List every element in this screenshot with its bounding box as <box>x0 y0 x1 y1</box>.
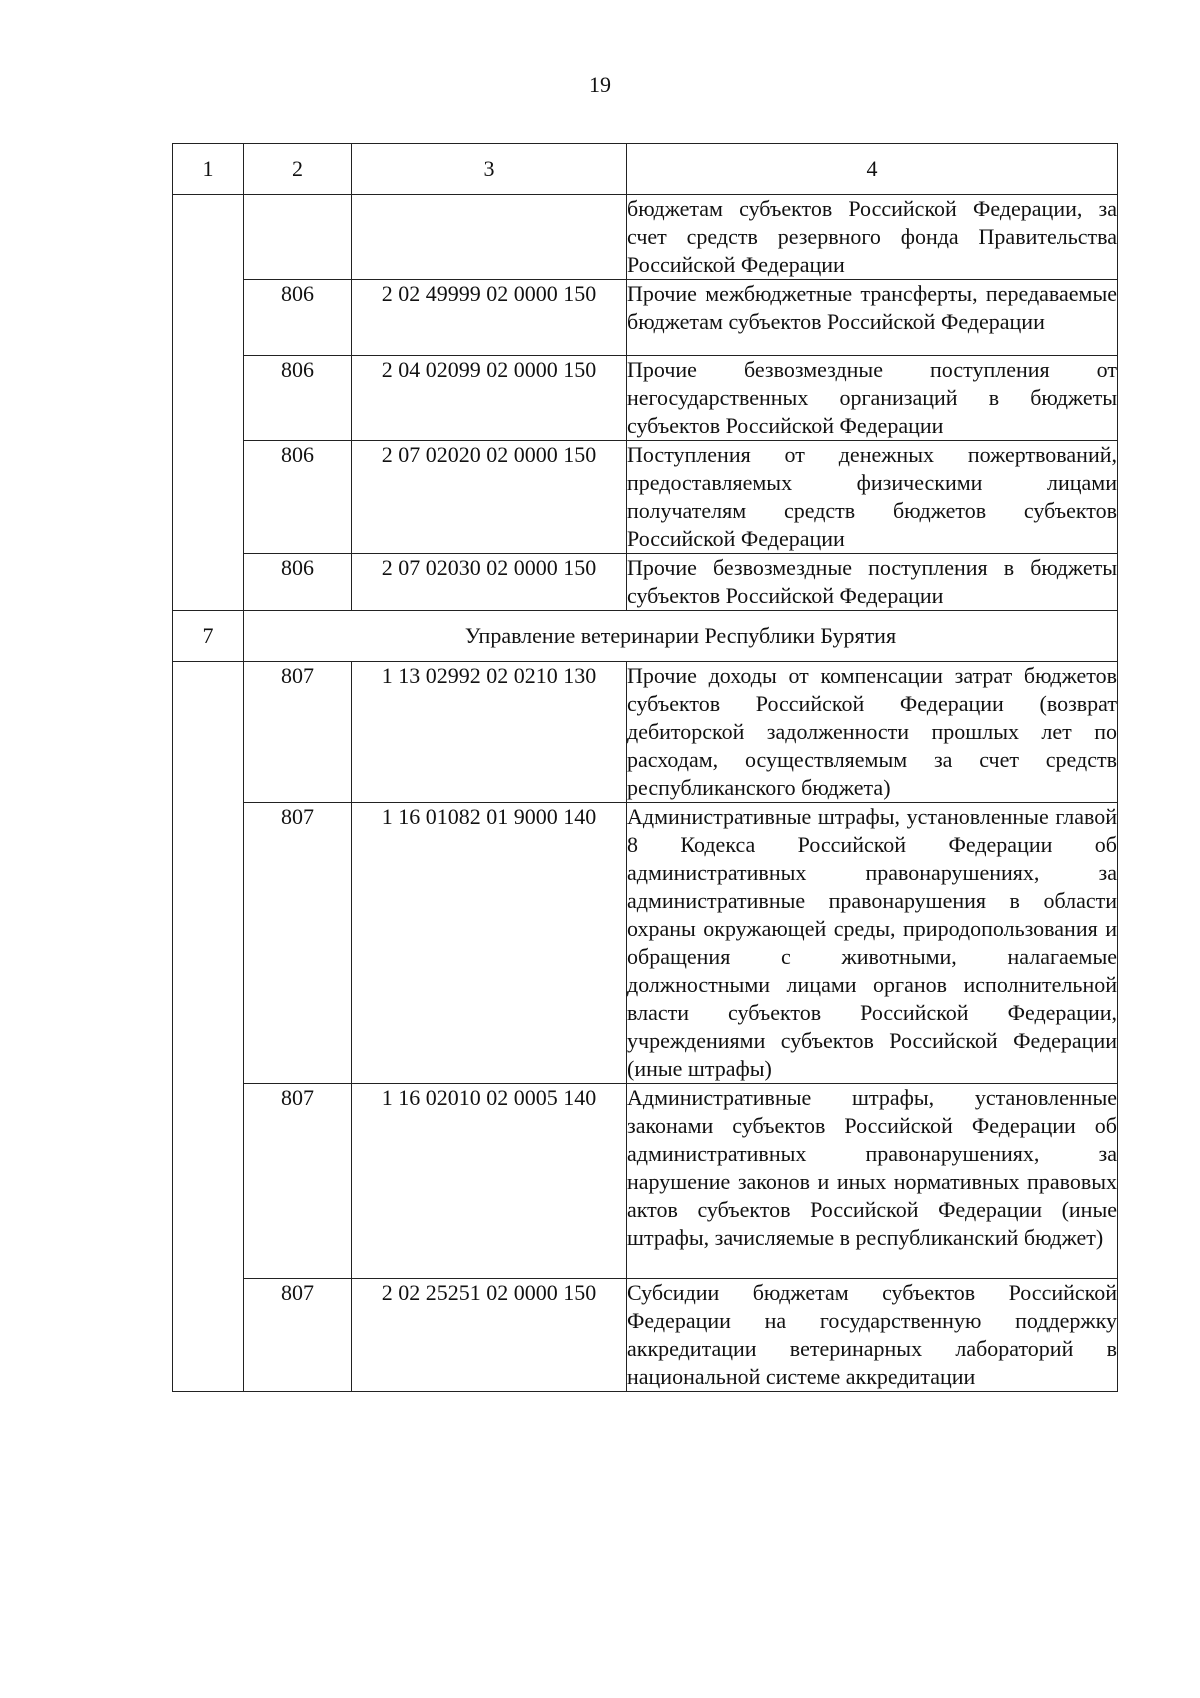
column-number-2: 2 <box>244 144 352 195</box>
table-row <box>173 1084 1118 1279</box>
column-number-row <box>173 144 1118 195</box>
admin-code-cell: 807 <box>244 803 352 1084</box>
table-row <box>173 280 1118 356</box>
kbk-cell: 1 16 01082 01 9000 140 <box>352 803 627 1084</box>
admin-code-cell: 806 <box>244 441 352 554</box>
section-number-empty <box>173 662 244 1392</box>
kbk-cell: 2 04 02099 02 0000 150 <box>352 356 627 441</box>
description-cell: Поступления от денежных пожертвований, предоставляемых физическими лицами получателям средств бюджетов субъектов Российской Федерации <box>627 441 1118 554</box>
kbk-cell: 2 07 02030 02 0000 150 <box>352 554 627 611</box>
section-number-empty <box>173 195 244 611</box>
table-row <box>173 662 1118 803</box>
kbk-cell <box>352 195 627 280</box>
section-number: 7 <box>173 611 244 662</box>
section-header-row <box>173 611 1118 662</box>
revenue-codes-table <box>172 143 1118 1392</box>
description-cell: бюджетам субъектов Российской Федерации, за счет средств резервного фонда Правительства Российской Федерации <box>627 195 1118 280</box>
description-cell: Прочие доходы от компенсации затрат бюджетов субъектов Российской Федерации (возврат дебиторской задолженности прошлых лет по расходам, осуществляемым за счет средств республиканского бюджета) <box>627 662 1118 803</box>
kbk-cell: 1 16 02010 02 0005 140 <box>352 1084 627 1279</box>
page-number: 19 <box>589 72 611 97</box>
kbk-cell: 2 02 49999 02 0000 150 <box>352 280 627 356</box>
table-row <box>173 554 1118 611</box>
table-row <box>173 1279 1118 1392</box>
table-row <box>173 441 1118 554</box>
admin-code-cell: 806 <box>244 554 352 611</box>
admin-code-cell: 807 <box>244 1084 352 1279</box>
admin-code-cell: 806 <box>244 280 352 356</box>
column-number-1: 1 <box>173 144 244 195</box>
description-cell: Административные штрафы, установленные законами субъектов Российской Федерации об административных правонарушениях, за нарушение законов и иных нормативных правовых актов субъектов Российской Федерации (иные штрафы, зачисляемые в республиканский бюджет) <box>627 1084 1118 1279</box>
table-row <box>173 356 1118 441</box>
table-row <box>173 195 1118 280</box>
description-cell: Прочие межбюджетные трансферты, передаваемые бюджетам субъектов Российской Федерации <box>627 280 1118 356</box>
description-cell: Субсидии бюджетам субъектов Российской Федерации на государственную поддержку аккредитации ветеринарных лабораторий в национальной системе аккредитации <box>627 1279 1118 1392</box>
table-row <box>173 803 1118 1084</box>
kbk-cell: 1 13 02992 02 0210 130 <box>352 662 627 803</box>
description-cell: Прочие безвозмездные поступления в бюджеты субъектов Российской Федерации <box>627 554 1118 611</box>
column-number-4: 4 <box>627 144 1118 195</box>
kbk-cell: 2 07 02020 02 0000 150 <box>352 441 627 554</box>
description-cell: Прочие безвозмездные поступления от негосударственных организаций в бюджеты субъектов Российской Федерации <box>627 356 1118 441</box>
description-cell: Административные штрафы, установленные главой 8 Кодекса Российской Федерации об административных правонарушениях, за административные правонарушения в области охраны окружающей среды, природопользования и обращения с животными, налагаемые должностными лицами органов исполнительной власти субъектов Российской Федерации, учреждениями субъектов Российской Федерации (иные штрафы) <box>627 803 1118 1084</box>
admin-code-cell: 807 <box>244 662 352 803</box>
admin-code-cell: 807 <box>244 1279 352 1392</box>
admin-code-cell <box>244 195 352 280</box>
section-title: Управление ветеринарии Республики Бурятия <box>244 611 1118 662</box>
column-number-3: 3 <box>352 144 627 195</box>
kbk-cell: 2 02 25251 02 0000 150 <box>352 1279 627 1392</box>
admin-code-cell: 806 <box>244 356 352 441</box>
